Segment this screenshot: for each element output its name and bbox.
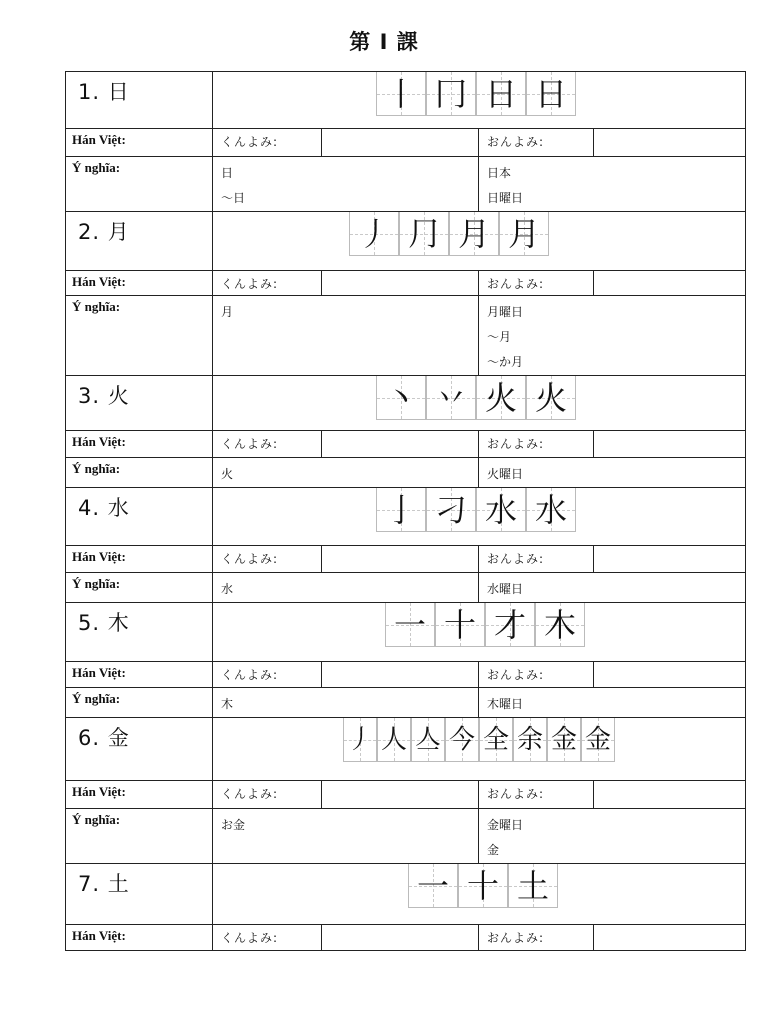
stroke-order-strip — [376, 72, 576, 116]
onyomi-label: おんよみ: — [479, 662, 594, 688]
meaning-row — [66, 688, 746, 718]
example-word: 月 — [221, 305, 234, 319]
example-word: 金 — [487, 843, 500, 857]
han-viet-label: Hán Việt: — [66, 546, 213, 573]
stroke-order-cell — [213, 376, 746, 431]
han-viet-row — [66, 546, 746, 573]
stroke-step-glyph: 日 — [534, 74, 567, 113]
stroke-step-box — [513, 718, 547, 762]
stroke-step-box — [426, 376, 476, 420]
y-nghia-label: Ý nghĩa: — [66, 157, 213, 212]
onyomi-answer-field[interactable] — [594, 662, 746, 688]
han-viet-row — [66, 271, 746, 296]
stroke-step-glyph: 月 — [457, 214, 490, 253]
stroke-step-box — [399, 212, 449, 256]
stroke-order-strip — [376, 376, 576, 420]
kunyomi-answer-field[interactable] — [322, 925, 479, 951]
stroke-step-glyph: 丶 — [384, 378, 417, 417]
stroke-step-box — [476, 72, 526, 116]
kunyomi-answer-field[interactable] — [322, 662, 479, 688]
stroke-order-cell — [213, 72, 746, 129]
stroke-step-glyph: 人 — [380, 724, 407, 755]
stroke-step-box — [449, 212, 499, 256]
stroke-step-glyph: 一 — [393, 605, 426, 644]
meaning-kun-cell — [213, 809, 479, 864]
stroke-step-glyph: 金 — [584, 724, 611, 755]
stroke-step-box — [376, 376, 426, 420]
kanji-header-row — [66, 603, 746, 662]
kunyomi-label: くんよみ: — [213, 662, 322, 688]
stroke-order-strip — [376, 488, 576, 532]
example-word: 火 — [221, 467, 234, 481]
meaning-row — [66, 157, 746, 212]
stroke-step-box — [458, 864, 508, 908]
han-viet-row — [66, 431, 746, 458]
stroke-step-glyph: 余 — [516, 724, 543, 755]
stroke-step-glyph: 一 — [416, 866, 449, 905]
stroke-step-glyph: 日 — [484, 74, 517, 113]
stroke-step-glyph: 冂 — [434, 74, 467, 113]
onyomi-answer-field[interactable] — [594, 431, 746, 458]
kanji-worksheet-table — [65, 71, 746, 951]
meaning-on-cell — [479, 573, 746, 603]
kunyomi-answer-field[interactable] — [322, 271, 479, 296]
kunyomi-answer-field[interactable] — [322, 431, 479, 458]
stroke-order-cell — [213, 212, 746, 271]
stroke-step-box — [526, 488, 576, 532]
y-nghia-label: Ý nghĩa: — [66, 688, 213, 718]
stroke-step-box — [435, 603, 485, 647]
kanji-heading: 3. 火 — [66, 376, 213, 431]
y-nghia-label: Ý nghĩa: — [66, 809, 213, 864]
onyomi-answer-field[interactable] — [594, 129, 746, 157]
onyomi-label: おんよみ: — [479, 781, 594, 809]
y-nghia-label: Ý nghĩa: — [66, 458, 213, 488]
kanji-heading: 6. 金 — [66, 718, 213, 781]
example-word: 水曜日 — [487, 582, 524, 596]
stroke-step-box — [426, 488, 476, 532]
stroke-step-glyph: 十 — [443, 605, 476, 644]
han-viet-label: Hán Việt: — [66, 781, 213, 809]
stroke-order-cell — [213, 718, 746, 781]
stroke-step-box — [349, 212, 399, 256]
kanji-header-row — [66, 488, 746, 546]
kanji-heading: 2. 月 — [66, 212, 213, 271]
han-viet-label: Hán Việt: — [66, 271, 213, 296]
meaning-kun-cell — [213, 296, 479, 376]
onyomi-answer-field[interactable] — [594, 271, 746, 296]
stroke-step-glyph: 丿 — [357, 214, 390, 253]
han-viet-label: Hán Việt: — [66, 129, 213, 157]
han-viet-label: Hán Việt: — [66, 431, 213, 458]
example-word: ～日 — [221, 191, 246, 205]
example-word: 月曜日 — [487, 305, 524, 319]
onyomi-label: おんよみ: — [479, 925, 594, 951]
han-viet-label: Hán Việt: — [66, 662, 213, 688]
example-word: 日 — [221, 166, 234, 180]
stroke-step-glyph: 金 — [550, 724, 577, 755]
example-word: 水 — [221, 582, 234, 596]
y-nghia-label: Ý nghĩa: — [66, 573, 213, 603]
example-word: 金曜日 — [487, 818, 524, 832]
stroke-order-strip — [343, 718, 615, 762]
example-word: ～月 — [487, 330, 512, 344]
kunyomi-label: くんよみ: — [213, 925, 322, 951]
meaning-on-cell — [479, 688, 746, 718]
onyomi-label: おんよみ: — [479, 271, 594, 296]
stroke-step-box — [445, 718, 479, 762]
example-word: お金 — [221, 818, 246, 832]
onyomi-answer-field[interactable] — [594, 925, 746, 951]
han-viet-label: Hán Việt: — [66, 925, 213, 951]
onyomi-label: おんよみ: — [479, 431, 594, 458]
stroke-order-cell — [213, 488, 746, 546]
kunyomi-label: くんよみ: — [213, 129, 322, 157]
example-word: 木 — [221, 697, 234, 711]
stroke-order-strip — [408, 864, 558, 908]
meaning-kun-cell — [213, 458, 479, 488]
stroke-step-box — [377, 718, 411, 762]
stroke-step-box — [411, 718, 445, 762]
kunyomi-answer-field[interactable] — [322, 129, 479, 157]
han-viet-row — [66, 781, 746, 809]
meaning-row — [66, 573, 746, 603]
stroke-step-glyph: 月 — [507, 214, 540, 253]
kanji-header-row — [66, 718, 746, 781]
stroke-step-box — [508, 864, 558, 908]
stroke-step-box — [479, 718, 513, 762]
kanji-header-row — [66, 864, 746, 925]
kunyomi-label: くんよみ: — [213, 431, 322, 458]
stroke-step-glyph: 刁 — [434, 490, 467, 529]
meaning-kun-cell — [213, 573, 479, 603]
example-word: 日曜日 — [487, 191, 524, 205]
stroke-step-glyph: 水 — [534, 490, 567, 529]
stroke-step-box — [581, 718, 615, 762]
stroke-step-glyph: 火 — [534, 378, 567, 417]
stroke-step-box — [499, 212, 549, 256]
stroke-step-box — [385, 603, 435, 647]
kanji-heading: 5. 木 — [66, 603, 213, 662]
stroke-order-strip — [349, 212, 549, 256]
kanji-heading: 7. 土 — [66, 864, 213, 925]
stroke-step-glyph: 水 — [484, 490, 517, 529]
onyomi-label: おんよみ: — [479, 546, 594, 573]
stroke-step-glyph: 亅 — [384, 490, 417, 529]
meaning-kun-cell — [213, 157, 479, 212]
meaning-row — [66, 809, 746, 864]
kunyomi-answer-field[interactable] — [322, 781, 479, 809]
stroke-step-box — [426, 72, 476, 116]
kanji-header-row — [66, 212, 746, 271]
kunyomi-label: くんよみ: — [213, 546, 322, 573]
stroke-step-glyph: 亼 — [414, 724, 441, 755]
kanji-header-row — [66, 72, 746, 129]
meaning-on-cell — [479, 296, 746, 376]
stroke-step-box — [476, 488, 526, 532]
han-viet-row — [66, 925, 746, 951]
stroke-step-glyph: 今 — [448, 724, 475, 755]
han-viet-row — [66, 129, 746, 157]
meaning-row — [66, 296, 746, 376]
stroke-step-box — [547, 718, 581, 762]
y-nghia-label: Ý nghĩa: — [66, 296, 213, 376]
stroke-step-box — [376, 488, 426, 532]
stroke-step-glyph: 土 — [516, 866, 549, 905]
stroke-step-glyph: 丿 — [346, 724, 373, 755]
stroke-step-box — [376, 72, 426, 116]
stroke-order-cell — [213, 603, 746, 662]
onyomi-answer-field[interactable] — [594, 781, 746, 809]
stroke-step-box — [535, 603, 585, 647]
stroke-step-glyph: 丨 — [384, 74, 417, 113]
kunyomi-label: くんよみ: — [213, 271, 322, 296]
kunyomi-answer-field[interactable] — [322, 546, 479, 573]
stroke-step-glyph: 才 — [493, 605, 526, 644]
stroke-order-cell — [213, 864, 746, 925]
kanji-header-row — [66, 376, 746, 431]
stroke-step-glyph: 火 — [484, 378, 517, 417]
kunyomi-label: くんよみ: — [213, 781, 322, 809]
stroke-step-box — [485, 603, 535, 647]
meaning-kun-cell — [213, 688, 479, 718]
stroke-step-box — [343, 718, 377, 762]
onyomi-label: おんよみ: — [479, 129, 594, 157]
stroke-step-box — [408, 864, 458, 908]
example-word: ～か月 — [487, 355, 524, 369]
kanji-heading: 4. 水 — [66, 488, 213, 546]
meaning-on-cell — [479, 458, 746, 488]
meaning-on-cell — [479, 809, 746, 864]
meaning-on-cell — [479, 157, 746, 212]
example-word: 木曜日 — [487, 697, 524, 711]
stroke-step-glyph: 丷 — [434, 378, 467, 417]
stroke-step-glyph: 木 — [543, 605, 576, 644]
kanji-heading: 1. 日 — [66, 72, 213, 129]
stroke-step-box — [476, 376, 526, 420]
stroke-step-glyph: 十 — [466, 866, 499, 905]
example-word: 火曜日 — [487, 467, 524, 481]
onyomi-answer-field[interactable] — [594, 546, 746, 573]
meaning-row — [66, 458, 746, 488]
stroke-step-box — [526, 72, 576, 116]
page-title: 第 I 課 — [349, 30, 419, 54]
stroke-step-glyph: 全 — [482, 724, 509, 755]
han-viet-row — [66, 662, 746, 688]
stroke-step-glyph: ⺆ — [407, 214, 440, 253]
stroke-order-strip — [385, 603, 585, 647]
example-word: 日本 — [487, 166, 512, 180]
stroke-step-box — [526, 376, 576, 420]
